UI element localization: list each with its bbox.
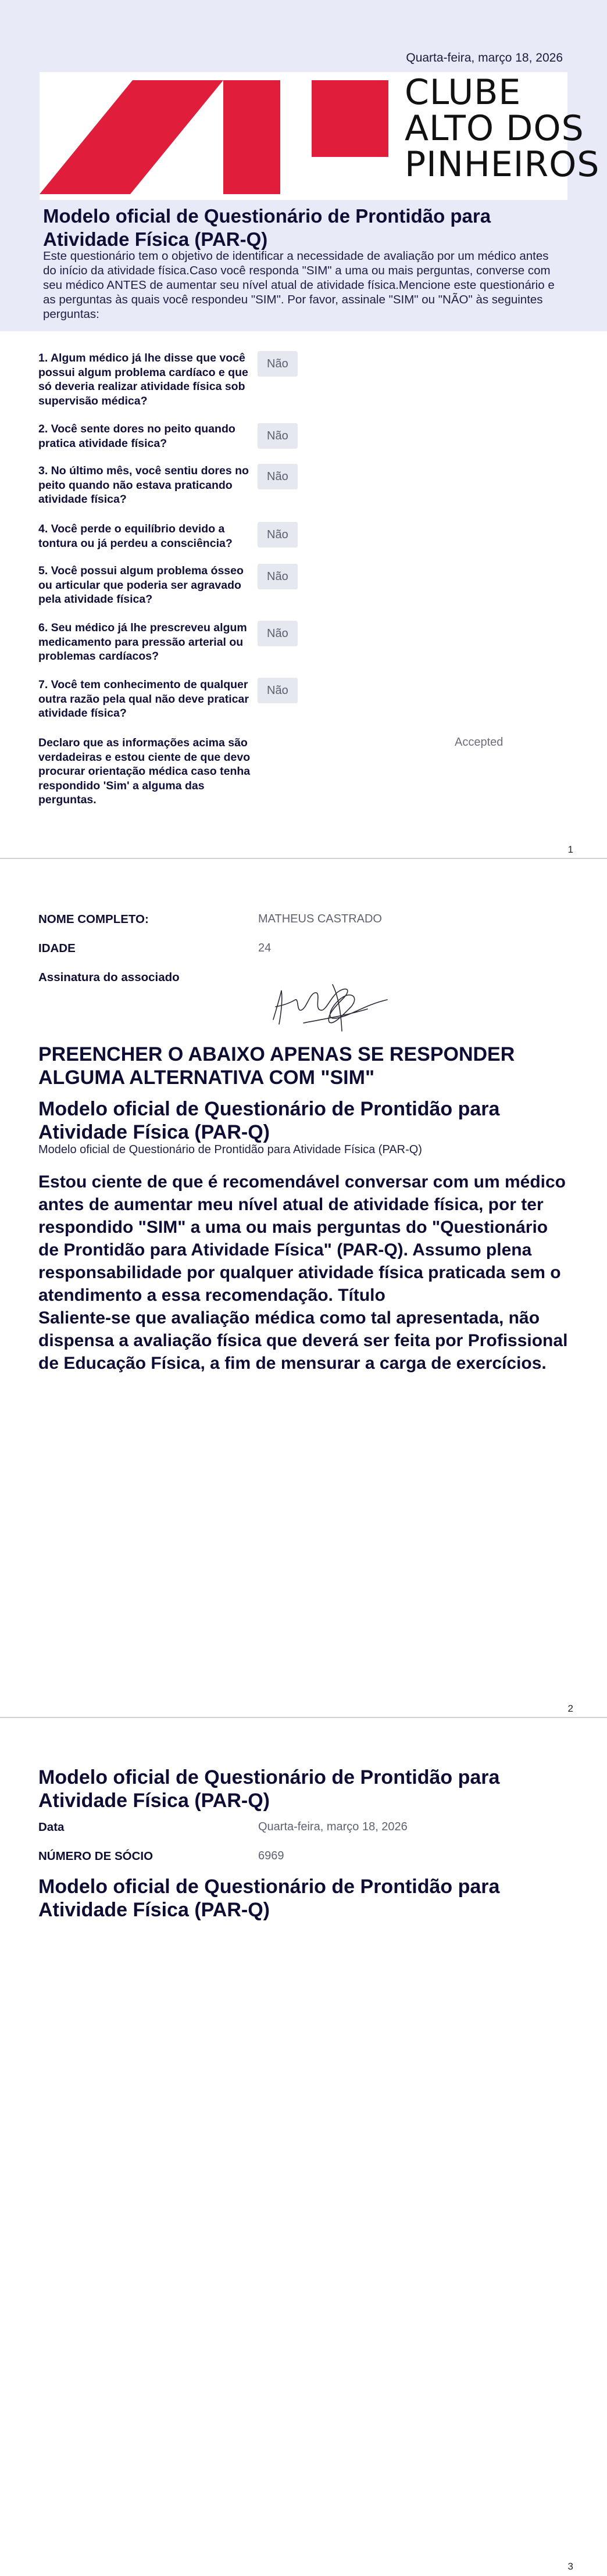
answer-field[interactable]: Não (258, 564, 298, 589)
age-value[interactable]: 24 (258, 942, 272, 954)
page-1 (0, 0, 607, 859)
answer-field[interactable]: Não (258, 678, 298, 703)
age-label: IDADE (38, 942, 76, 955)
statement-responsibility: Estou ciente de que é recomendável conversar com um médico antes de aumentar meu nível atual de atividade física, por ter respondido "SIM" a uma ou mais perguntas do "Questionário de Prontidão para Atividade Física" (PAR-Q). Assumo plena responsabilidade por qualquer atividade física praticada sem o atendimento a essa recomendação. Título (38, 1172, 566, 1305)
declaration-text: Declaro que as informações acima são verdadeiras e estou ciente de que devo procurar orientação médica caso tenha respondido 'Sim' a alguma das perguntas. (38, 736, 251, 806)
declaration-status[interactable]: Accepted (455, 736, 504, 749)
logo-line-3: PINHEIROS (405, 144, 600, 185)
section-subtitle: Modelo oficial de Questionário de Prontidão para Atividade Física (PAR-Q) (38, 1143, 422, 1156)
question-text: 3. No último mês, você sentiu dores no peito quando não estava praticando atividade física? (38, 464, 249, 506)
page-2 (0, 859, 607, 1718)
form-title: Modelo oficial de Questionário de Prontidão para Atividade Física (PAR-Q) (43, 205, 491, 250)
answer-field[interactable]: Não (258, 351, 298, 377)
question-text: 2. Você sente dores no peito quando pratica atividade física? (38, 423, 235, 450)
conditional-notice: PREENCHER O ABAIXO APENAS SE RESPONDER ALGUMA ALTERNATIVA COM "SIM" (38, 1043, 515, 1089)
answer-field[interactable]: Não (258, 423, 298, 449)
member-number-value[interactable]: 6969 (258, 1849, 284, 1862)
statement-physical-evaluation: Saliente-se que avaliação médica como tal apresentada, não dispensa a avaliação física que deverá ser feita por Profissional de Educação Física, a fim de mensurar a carga de exercícios. (38, 1308, 568, 1373)
name-value[interactable]: MATHEUS CASTRADO (258, 913, 382, 925)
signature-label: Assinatura do associado (38, 971, 180, 984)
member-number-label: NÚMERO DE SÓCIO (38, 1849, 153, 1863)
question-text: 7. Você tem conhecimento de qualquer outra razão pela qual não deve praticar atividade física? (38, 678, 249, 720)
date-label: Data (38, 1820, 65, 1834)
page-number: 2 (567, 1703, 573, 1714)
answer-field[interactable]: Não (258, 621, 298, 646)
signature-image[interactable] (269, 973, 391, 1038)
header-date: Quarta-feira, março 18, 2026 (406, 51, 563, 65)
logo-wordmark (405, 74, 599, 183)
logo-line-2: ALTO DOS (405, 108, 584, 149)
section-title: Modelo oficial de Questionário de Prontidão para Atividade Física (PAR-Q) (38, 1098, 500, 1143)
page3-title-repeat: Modelo oficial de Questionário de Prontidão para Atividade Física (PAR-Q) (38, 1876, 500, 1921)
club-logo (40, 72, 600, 200)
page-3 (0, 1718, 607, 2576)
logo-mark-icon (40, 72, 388, 200)
logo-line-1: CLUBE (405, 72, 522, 113)
answer-field[interactable]: Não (258, 522, 298, 548)
page3-title: Modelo oficial de Questionário de Prontidão para Atividade Física (PAR-Q) (38, 1766, 500, 1812)
question-text: 1. Algum médico já lhe disse que você possui algum problema cardíaco e que só deveria realizar atividade física sob supervisão médica? (38, 352, 248, 407)
page-number: 3 (567, 2561, 573, 2572)
answer-field[interactable]: Não (258, 464, 298, 489)
form-intro: Este questionário tem o objetivo de identificar a necessidade de avaliação por um médico antes do início da atividade física.Caso você responda "SIM" a uma ou mais perguntas, converse com seu médico ANTES de aumentar seu nível atual de atividade física.Mencione este questionário e as perguntas às quais você respondeu "SIM". Por favor, assinale "SIM" ou "NÃO" às seguintes perguntas: (43, 249, 555, 321)
page-number: 1 (567, 844, 573, 855)
question-text: 6. Seu médico já lhe prescreveu algum medicamento para pressão arterial ou problemas cardíacos? (38, 621, 247, 663)
question-text: 4. Você perde o equilíbrio devido a tontura ou já perdeu a consciência? (38, 523, 233, 550)
date-value[interactable]: Quarta-feira, março 18, 2026 (258, 1820, 408, 1833)
question-text: 5. Você possui algum problema ósseo ou articular que poderia ser agravado pela atividade física? (38, 564, 244, 606)
name-label: NOME COMPLETO: (38, 913, 149, 926)
